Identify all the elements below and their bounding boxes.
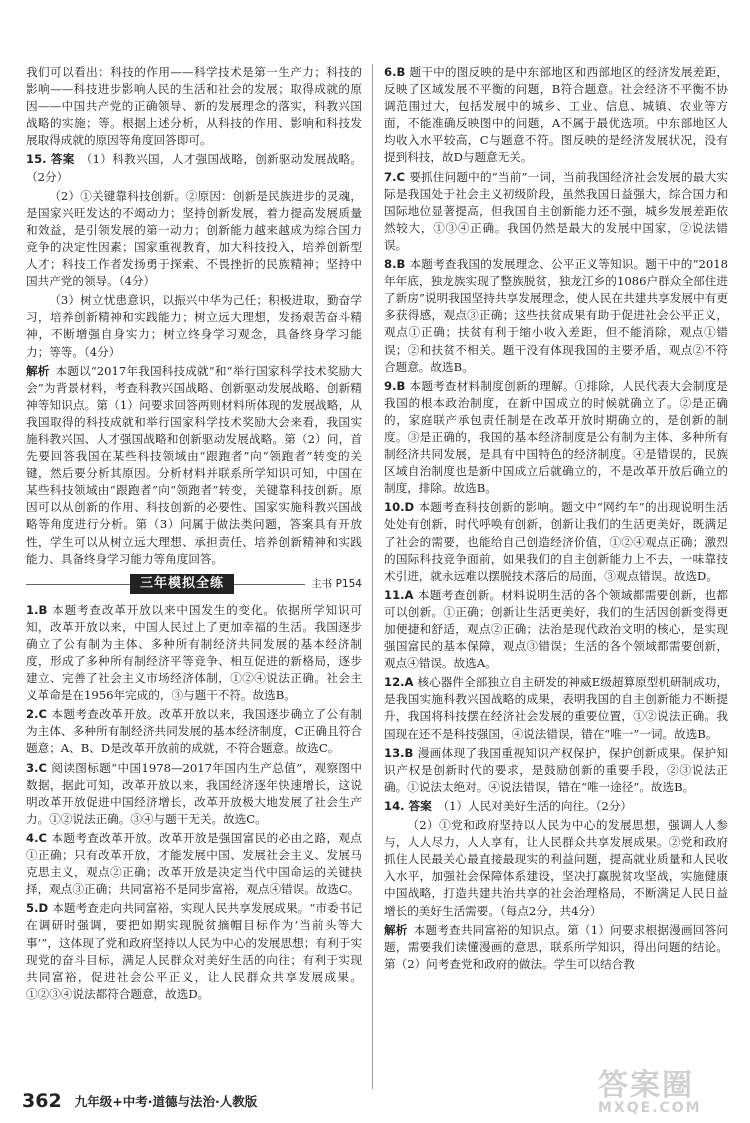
answer-text: 漫画体现了我国重视知识产权保护，保护创新成果。保护知识产权是创新时代的要求，是鼓励创新的重要手段，②③说法正确。①说法太绝对。④说法错误，错在“唯一途径”。故选B。	[384, 745, 728, 794]
watermark-logo	[598, 1060, 738, 1118]
question-number: 9.B	[384, 378, 406, 393]
answer-text: （2）①关键靠科技创新。②原因：创新是民族进步的灵魂，是国家兴旺发达的不竭动力；坚持创新发展，着力提高发展质量和效益，是引领发展的第一动力；创新能力越来越成为综合国力竞争的决定性因素；国家重视教育，加大科技投入，培养创新型人才；科技工作者发扬勇于探索、不畏挫折的民族精神；坚持中国共产党的领导。（4分）	[26, 188, 362, 289]
answer-text: 题干中的图反映的是中东部地区和西部地区的经济发展差距，反映了区域发展不平衡的问题，B符合题意。社会经济不平衡不协调范围过大，包括发展中的城乡、工业、信息、城镇、农业等方面，不能准确反映图中的问题，A不属于最优选项。中东部地区人均收入水平较高，C与题意不符。图反映的是经济发展状况，没有提到科技，故D与题意无关。	[384, 65, 728, 165]
question-number: 12.A	[384, 675, 414, 690]
answer-item	[384, 817, 728, 920]
answer-tag: 解析	[26, 363, 50, 378]
answer-text: 本题考查创新。材料说明生活的各个领域都需要创新，也都可以创新。①正确；创新让生活更美好，我们的生活因创新变得更加便捷和舒适，观点②正确；法治是现代政治文明的核心，是实现强国富民的基本保障，观点③错误；生活的各个领域都需要创新，观点④错误。故选A。	[384, 587, 728, 671]
answer-text: 我们可以看出：科技的作用——科学技术是第一生产力；科技的影响——科技进步影响人民的生活和社会的发展；取得成就的原因——中国共产党的正确领导、新的发展理念的落实，科教兴国战略的实施；等。根据上述分析，从科技的作用、影响和科技发展取得成就的原因等角度回答即可。	[26, 65, 362, 148]
answer-text: 本题考查走向共同富裕，实现人民共享发展成果。“市委书记在调研时强调，要把如期实现脱贫摘帽目标作为‘当前头等大事’”，这体现了党和政府坚持以人民为中心的发展思想；有利于实现党的奋斗目标，满足人民群众对美好生活的向往；有利于实现共同富裕，促进社会公平正义，让人民群众共享发展成果。①②③④说法都符合题意，故选D。	[26, 901, 362, 1001]
watermark-url: MXQE.COM	[598, 1100, 702, 1116]
answer-item	[384, 64, 728, 167]
answer-item	[26, 830, 362, 898]
answer-text: （1）人民对美好生活的向往。（2分）	[437, 798, 633, 813]
book-title: 九年级+中考·道德与法治·人教版	[74, 1094, 258, 1109]
answer-text: （2）①党和政府坚持以人民为中心的发展思想，强调人人参与，人人尽力，人人享有，让人民群众共享发展成果。②党和政府抓住人民最关心最直接最现实的利益问题，提高就业质量和人民收入水平，加强社会保障体系建设，坚决打赢脱贫攻坚战，实施健康中国战略，打造共建共治共享的社会治理格局，不断满足人民日益增长的美好生活需要。（每点2分，共4分）	[384, 818, 728, 918]
column-divider	[372, 64, 373, 1089]
section-reference: 主书 P154	[305, 576, 362, 593]
question-number: 4.C	[26, 830, 47, 845]
left-column	[26, 64, 362, 1005]
answer-item	[384, 256, 728, 376]
page-number: 362	[22, 1090, 62, 1112]
watermark-text: 答案圈	[598, 1068, 694, 1103]
answer-item	[384, 745, 728, 796]
answer-text: 本题考查共同富裕的知识点。第（1）问要求根据漫画回答问题，需要我们读懂漫画的意思，联系所学知识，得出问题的结论。第（2）问考查党和政府的做法。学生可以结合教	[384, 922, 728, 971]
answer-item	[26, 602, 362, 705]
section-header	[26, 574, 362, 596]
page-footer	[22, 1090, 257, 1114]
answer-text: 要抓住问题中的“当前”一词，当前我国经济社会发展的最大实际是我国处于社会主义初级阶段，虽然我国日益强大，综合国力和国际地位显著提高，但我国自主创新能力还不强，城乡发展差距依然较大，①③④正确。我国仍然是最大的发展中国家，②说法错误。	[384, 169, 728, 252]
answer-text: 本题考查改革开放以来中国发生的变化。依据所学知识可知，改革开放以来，中国人民过上了更加幸福的生活。我国逐步确立了公有制为主体、多种所有制经济共同发展的基本经济制度，形成了多种所有制经济平等竞争、相互促进的新格局，逐步建立、完善了社会主义市场经济体制，①②④说法正确。社会主义革命是在1956年完成的，③与题干不符。故选B。	[26, 602, 362, 703]
answer-item	[26, 151, 362, 185]
question-number: 8.B	[384, 257, 406, 272]
answer-item	[384, 587, 728, 672]
answer-item	[26, 363, 362, 568]
answer-item	[384, 378, 728, 498]
answer-text: 本题考查改革开放。改革开放以来，我国逐步确立了公有制为主体、多种所有制经济共同发展的基本经济制度，C正确且符合题意；A、B、D是改革开放前的成就，不符合题意。故选C。	[26, 707, 362, 756]
answer-text: （3）树立忧患意识，以振兴中华为己任；积极进取，勤奋学习，培养创新精神和实践能力；树立远大理想，发扬艰苦奋斗精神，不断增强自身实力；树立终身学习观念，具备终身学习能力；等等。（4分）	[26, 293, 362, 359]
question-number: 5.D	[26, 901, 49, 916]
answer-text: 本题考查材料制度创新的理解。①排除，人民代表大会制度是我国的根本政治制度，在新中国成立的时候就确立了。②是正确的，家庭联产承包责任制是在改革开放时期确立的，是创新的制度。③是正确的，我国的基本经济制度是公有制为主体、多种所有制经济共同发展，是具有中国特色的经济制度。④是错误的，民族区域自治制度也是新中国成立后就确立的，不是改革开放后确立的制度，排除。故选B。	[384, 378, 728, 496]
question-number: 11.A	[384, 587, 414, 602]
answer-text: 本题考查科技创新的影响。题文中“网约车”的出现说明生活处处有创新，时代呼唤有创新，创新让我们的生活更美好，既满足了社会的需要，也能给自己创造经济价值，①②④观点正确；激烈的国际科技竞争面前，如果我们的自主创新能力上不去，一味靠技术引进，就永远难以摆脱技术落后的局面，③观点错误。故选D。	[384, 500, 728, 583]
answer-item	[26, 760, 362, 828]
right-column	[384, 64, 728, 975]
answer-text: 核心器件全部独立自主研发的神威E级超算原型机研制成功，是我国实施科教兴国战略的成果，表明我国的自主创新能力不断提升，我国将科技摆在经济社会发展的重要位置，①②说法正确。我国现在还不是科技强国，④说法错误，错在“唯一”一词。故选B。	[384, 675, 728, 741]
section-title: 三年模拟全练	[130, 574, 234, 594]
answer-item	[26, 706, 362, 757]
answer-text: 本题以“2017年我国科技成就”和“举行国家科学技术奖励大会”为背景材料，考查科教兴国战略、创新驱动发展战略、创新精神等知识点。第（1）问要求回答两则材料所体现的发展战略，从我国取得的科技成就和举行国家科学技术奖励大会来看，我国实施科教兴国、人才强国战略和创新驱动发展战略。第（2）问，首先要回答我国在某些科技领域由“跟跑者”向“领跑者”转变的关键，然后要分析其原因。分析材料并联系所学知识可知，中国在某些科技领域由“跟跑者”向“领跑者”转变，关键靠科技创新。原因可以从创新的作用、科技创新的必要性、国家实施科教兴国战略等角度进行分析。第（3）问属于做法类问题，答案具有开放性，学生可以从树立远大理想、承担责任、培养创新精神和实践能力、具备终身学习能力等角度回答。	[26, 363, 362, 566]
answer-item	[26, 292, 362, 360]
answer-item	[26, 64, 362, 149]
answer-item	[384, 798, 728, 815]
answer-text: 阅读图标题“中国1978—2017年国内生产总值”，观察图中数据，据此可知，改革开放以来，我国经济逐年快速增长，这说明改革开放促进中国经济增长，改革开放极大地发展了社会生产力。①②说法正确。③④与题干无关。故选C。	[26, 760, 362, 826]
answer-tag: 答案	[408, 798, 432, 813]
answer-text: 本题考查我国的发展理念、公平正义等知识。题干中的“2018年年底，独龙族实现了整族脱贫，独龙江乡的1086户群众全部住进了新房”说明我国坚持共享发展理念，使人民在共建共享发展中有更多获得感，观点③正确；这些扶贫成果有助于促进社会公平正义，观点①正确；扶贫有利于缩小收入差距，但不能消除，观点①错误；②和扶贫不相关。题干没有体现我国的主要矛盾，观点②不符合题意。故选B。	[384, 257, 728, 374]
answer-item	[26, 188, 362, 291]
answer-item	[26, 900, 362, 1003]
answer-item	[384, 499, 728, 584]
question-number: 6.B	[384, 65, 406, 79]
question-number: 2.C	[26, 707, 47, 722]
answer-item	[384, 922, 728, 973]
question-number: 14.	[384, 798, 405, 813]
answer-item	[384, 169, 728, 254]
question-number: 3.C	[26, 760, 47, 775]
question-number: 1.B	[26, 602, 48, 617]
question-number: 15.	[26, 152, 47, 167]
answer-tag: 答案	[50, 152, 75, 167]
question-number: 7.C	[384, 169, 405, 184]
question-number: 10.D	[384, 500, 415, 515]
answer-text: （1）科教兴国，人才强国战略，创新驱动发展战略。（2分）	[26, 152, 362, 184]
answer-tag: 解析	[384, 922, 408, 937]
answer-text: 本题考查改革开放。改革开放是强国富民的必由之路，观点①正确；只有改革开放，才能发展中国、发展社会主义、发展马克思主义，观点②正确；改革开放是决定当代中国命运的关键抉择，观点③正确；共同富裕不是同步富裕，观点④错误。故选C。	[26, 830, 362, 897]
answer-item	[384, 674, 728, 742]
question-number: 13.B	[384, 745, 414, 760]
